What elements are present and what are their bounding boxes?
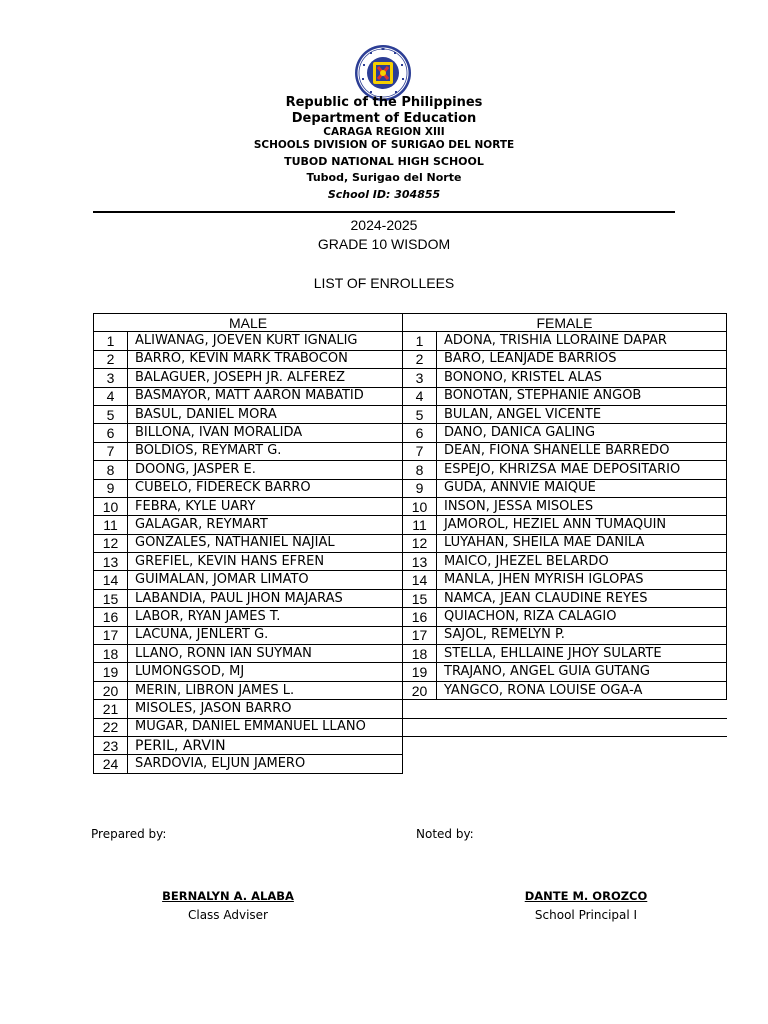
- school-name: TUBOD NATIONAL HIGH SCHOOL: [284, 155, 484, 168]
- principal-name: DANTE M. OROZCO: [524, 889, 648, 903]
- female-enrollee-name: STELLA, EHLLAINE JHOY SULARTE: [437, 645, 727, 663]
- female-enrollee-name: YANGCO, RONA LOUISE OGA-A: [437, 681, 727, 699]
- female-empty-name: [437, 718, 727, 736]
- male-enrollee-name: MERIN, LIBRON JAMES L.: [128, 681, 403, 699]
- male-enrollee-name: BASMAYOR, MATT AARON MABATID: [128, 387, 403, 405]
- male-enrollee-name: CUBELO, FIDERECK BARRO: [128, 479, 403, 497]
- male-enrollee-name: LACUNA, JENLERT G.: [128, 626, 403, 644]
- table-row: [94, 700, 727, 718]
- enrollees-table: [93, 313, 727, 774]
- female-enrollee-name: BARO, LEANJADE BARRIOS: [437, 350, 727, 368]
- female-enrollee-name: INSON, JESSA MISOLES: [437, 497, 727, 515]
- female-enrollee-name: SAJOL, REMELYN P.: [437, 626, 727, 644]
- female-row-number: 14: [403, 571, 437, 589]
- female-enrollee-name: ADONA, TRISHIA LLORAINE DAPAR: [437, 332, 727, 350]
- noted-by-label: Noted by:: [416, 827, 474, 841]
- male-row-number: 7: [94, 442, 128, 460]
- male-row-number: 6: [94, 424, 128, 442]
- female-empty-name: [437, 755, 727, 773]
- female-row-number: 13: [403, 553, 437, 571]
- female-enrollee-name: TRAJANO, ANGEL GUIA GUTANG: [437, 663, 727, 681]
- female-empty-name: [437, 736, 727, 754]
- male-enrollee-name: BILLONA, IVAN MORALIDA: [128, 424, 403, 442]
- male-enrollee-name: BARRO, KEVIN MARK TRABOCON: [128, 350, 403, 368]
- department-heading: Department of Education: [291, 111, 477, 126]
- male-row-number: 18: [94, 645, 128, 663]
- male-row-number: 12: [94, 534, 128, 552]
- male-enrollee-name: LABANDIA, PAUL JHON MAJARAS: [128, 589, 403, 607]
- female-enrollee-name: BONOTAN, STEPHANIE ANGOB: [437, 387, 727, 405]
- adviser-role: Class Adviser: [187, 908, 268, 922]
- table-row: [94, 350, 727, 368]
- school-location: Tubod, Surigao del Norte: [306, 171, 462, 184]
- grade-section: GRADE 10 WISDOM: [317, 236, 451, 252]
- female-column-header: FEMALE: [403, 314, 727, 332]
- female-row-number: 2: [403, 350, 437, 368]
- male-row-number: 24: [94, 755, 128, 773]
- table-row: [94, 442, 727, 460]
- female-row-number: 12: [403, 534, 437, 552]
- male-row-number: 17: [94, 626, 128, 644]
- table-row: [94, 608, 727, 626]
- male-enrollee-name: GUIMALAN, JOMAR LIMATO: [128, 571, 403, 589]
- female-row-number: 9: [403, 479, 437, 497]
- female-row-number: 7: [403, 442, 437, 460]
- female-enrollee-name: MANLA, JHEN MYRISH IGLOPAS: [437, 571, 727, 589]
- female-row-number: 18: [403, 645, 437, 663]
- male-row-number: 22: [94, 718, 128, 736]
- female-enrollee-name: LUYAHAN, SHEILA MAE DANILA: [437, 534, 727, 552]
- republic-heading: Republic of the Philippines: [285, 95, 483, 110]
- female-enrollee-name: QUIACHON, RIZA CALAGIO: [437, 608, 727, 626]
- male-row-number: 9: [94, 479, 128, 497]
- female-row-number: 20: [403, 681, 437, 699]
- table-row: [94, 736, 727, 754]
- female-enrollee-name: MAICO, JHEZEL BELARDO: [437, 553, 727, 571]
- female-empty-number: [403, 718, 437, 736]
- female-row-number: 10: [403, 497, 437, 515]
- male-enrollee-name: GREFIEL, KEVIN HANS EFREN: [128, 553, 403, 571]
- table-row: [94, 369, 727, 387]
- male-row-number: 21: [94, 700, 128, 718]
- female-row-number: 3: [403, 369, 437, 387]
- school-id: School ID: 304855: [327, 188, 441, 201]
- region-heading: CARAGA REGION XIII: [323, 126, 445, 138]
- table-row: [94, 479, 727, 497]
- female-empty-number: [403, 755, 437, 773]
- roster-body: [94, 332, 727, 773]
- male-enrollee-name: BALAGUER, JOSEPH JR. ALFEREZ: [128, 369, 403, 387]
- female-enrollee-name: GUDA, ANNVIE MAIQUE: [437, 479, 727, 497]
- table-row: [94, 497, 727, 515]
- male-enrollee-name: SARDOVIA, ELJUN JAMERO: [128, 755, 403, 773]
- female-enrollee-name: DEAN, FIONA SHANELLE BARREDO: [437, 442, 727, 460]
- male-row-number: 2: [94, 350, 128, 368]
- female-enrollee-name: NAMCA, JEAN CLAUDINE REYES: [437, 589, 727, 607]
- male-row-number: 10: [94, 497, 128, 515]
- female-row-number: 6: [403, 424, 437, 442]
- female-enrollee-name: BULAN, ANGEL VICENTE: [437, 405, 727, 423]
- table-row: [94, 553, 727, 571]
- female-row-number: 17: [403, 626, 437, 644]
- male-row-number: 8: [94, 461, 128, 479]
- male-row-number: 19: [94, 663, 128, 681]
- table-row: [94, 663, 727, 681]
- table-row: [94, 424, 727, 442]
- school-year: 2024-2025: [350, 217, 418, 233]
- female-row-number: 8: [403, 461, 437, 479]
- female-empty-name: [437, 700, 727, 718]
- male-column-header: MALE: [94, 314, 403, 332]
- male-enrollee-name: BASUL, DANIEL MORA: [128, 405, 403, 423]
- male-row-number: 16: [94, 608, 128, 626]
- table-row: [94, 534, 727, 552]
- table-row: [94, 589, 727, 607]
- header-divider: [93, 211, 675, 213]
- male-enrollee-name: GONZALES, NATHANIEL NAJIAL: [128, 534, 403, 552]
- table-row: [94, 571, 727, 589]
- male-row-number: 14: [94, 571, 128, 589]
- adviser-name: BERNALYN A. ALABA: [162, 889, 294, 903]
- table-row: [94, 626, 727, 644]
- male-enrollee-name: MISOLES, JASON BARRO: [128, 700, 403, 718]
- female-row-number: 16: [403, 608, 437, 626]
- female-enrollee-name: ESPEJO, KHRIZSA MAE DEPOSITARIO: [437, 461, 727, 479]
- table-row: [94, 516, 727, 534]
- prepared-by-label: Prepared by:: [91, 827, 167, 841]
- female-empty-number: [403, 700, 437, 718]
- table-row: [94, 461, 727, 479]
- table-row: [94, 405, 727, 423]
- table-row: [94, 681, 727, 699]
- male-row-number: 3: [94, 369, 128, 387]
- female-row-number: 5: [403, 405, 437, 423]
- table-row: [94, 718, 727, 736]
- male-row-number: 13: [94, 553, 128, 571]
- table-row: [94, 755, 727, 773]
- male-row-number: 11: [94, 516, 128, 534]
- table-row: [94, 387, 727, 405]
- male-row-number: 1: [94, 332, 128, 350]
- principal-role: School Principal I: [534, 908, 638, 922]
- male-row-number: 23: [94, 736, 128, 754]
- female-row-number: 11: [403, 516, 437, 534]
- table-row: [94, 645, 727, 663]
- male-enrollee-name: GALAGAR, REYMART: [128, 516, 403, 534]
- male-enrollee-name: ALIWANAG, JOEVEN KURT IGNALIG: [128, 332, 403, 350]
- male-row-number: 4: [94, 387, 128, 405]
- male-row-number: 5: [94, 405, 128, 423]
- female-row-number: 4: [403, 387, 437, 405]
- male-enrollee-name: LUMONGSOD, MJ: [128, 663, 403, 681]
- deped-seal-logo: [354, 44, 412, 102]
- female-enrollee-name: DANO, DANICA GALING: [437, 424, 727, 442]
- female-row-number: 1: [403, 332, 437, 350]
- male-enrollee-name: BOLDIOS, REYMART G.: [128, 442, 403, 460]
- male-enrollee-name: LABOR, RYAN JAMES T.: [128, 608, 403, 626]
- male-enrollee-name: MUGAR, DANIEL EMMANUEL LLANO: [128, 718, 403, 736]
- male-enrollee-name: DOONG, JASPER E.: [128, 461, 403, 479]
- female-empty-number: [403, 736, 437, 754]
- female-enrollee-name: BONONO, KRISTEL ALAS: [437, 369, 727, 387]
- table-header-row: [94, 314, 727, 332]
- male-enrollee-name: PERIL, ARVIN: [128, 736, 403, 754]
- table-row: [94, 332, 727, 350]
- list-title: LIST OF ENROLLEES: [313, 275, 455, 291]
- division-heading: SCHOOLS DIVISION OF SURIGAO DEL NORTE: [253, 139, 515, 151]
- male-enrollee-name: LLANO, RONN IAN SUYMAN: [128, 645, 403, 663]
- female-row-number: 15: [403, 589, 437, 607]
- male-row-number: 15: [94, 589, 128, 607]
- female-enrollee-name: JAMOROL, HEZIEL ANN TUMAQUIN: [437, 516, 727, 534]
- male-enrollee-name: FEBRA, KYLE UARY: [128, 497, 403, 515]
- female-row-number: 19: [403, 663, 437, 681]
- male-row-number: 20: [94, 681, 128, 699]
